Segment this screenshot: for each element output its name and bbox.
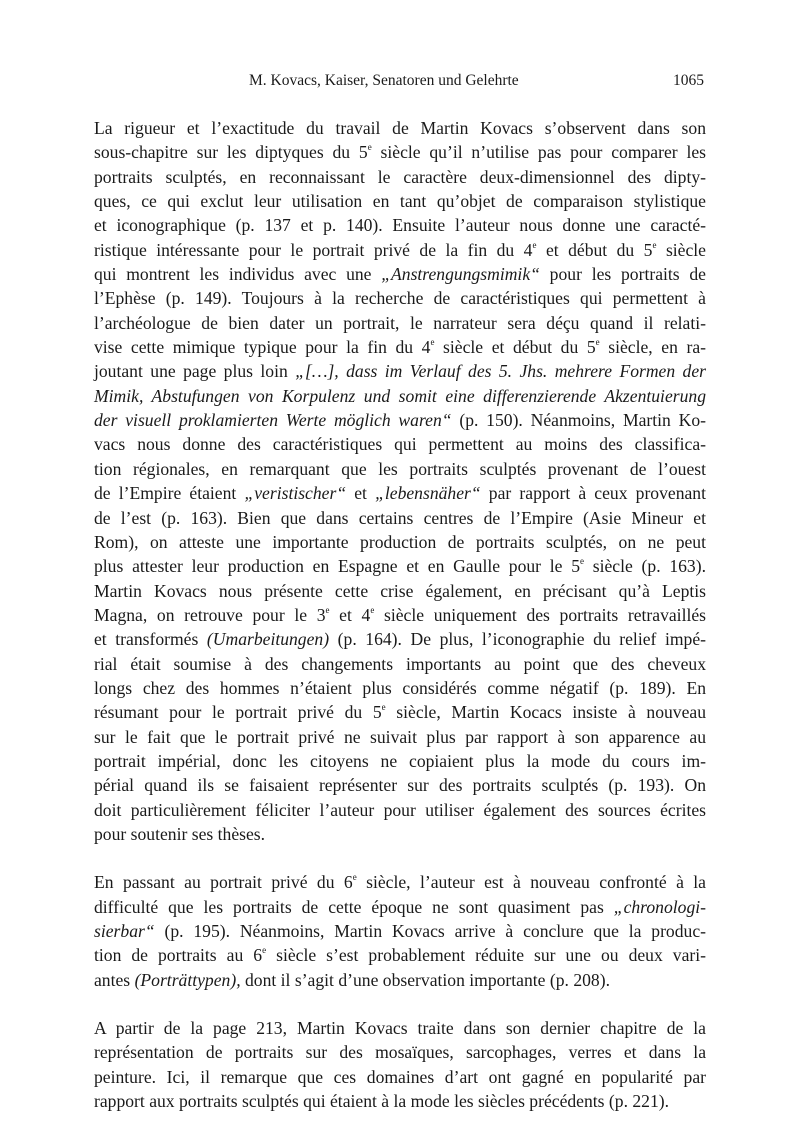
superscript: e (352, 872, 357, 883)
text-line (94, 408, 706, 432)
superscript: e (580, 556, 585, 567)
text-segment: de l’Empire étaient (94, 483, 245, 504)
text-line (94, 798, 706, 822)
text-line (94, 725, 706, 749)
text-line (94, 895, 706, 919)
text-segment: siècle (656, 239, 706, 260)
paragraph-3 (94, 1016, 706, 1113)
text-segment: (p. 150). Néanmoins, Martin Ko- (451, 410, 706, 431)
text-segment: et début du 5 (536, 239, 653, 260)
text-segment: portraits sculptés, en reconnaissant le caractère deux-dimensionnel des dipty- (94, 166, 706, 187)
text-line (94, 359, 706, 383)
text-segment: Rom), on atteste une importante production de portraits sculptés, on ne peut (94, 531, 706, 552)
text-segment: l’Ephèse (p. 149). Toujours à la recherche de caractéristiques qui permettent à (94, 288, 706, 309)
superscript: e (532, 239, 537, 250)
text-line (94, 286, 706, 310)
text-line (94, 700, 706, 724)
text-segment: (p. 164). De plus, l’iconographie du relief impé- (329, 629, 706, 650)
italic-text: „[…], dass im Verlauf des 5. Jhs. mehrere Formen der (295, 361, 706, 382)
text-segment: portrait impérial, donc les citoyens ne copiaient plus la mode du cours im- (94, 750, 706, 771)
italic-text: sierbar“ (94, 921, 155, 941)
text-line (94, 335, 706, 359)
text-segment: résumant pour le portrait privé du 5 (94, 702, 382, 723)
paragraph-2 (94, 870, 706, 992)
text-line (94, 481, 706, 505)
text-segment: de l’est (p. 163). Bien que dans certains centres de l’Empire (Asie Mineur et (94, 507, 706, 528)
superscript: e (262, 945, 267, 956)
text-line (94, 140, 706, 164)
text-segment: et 4 (329, 604, 371, 625)
text-line (94, 1089, 706, 1113)
italic-text: Mimik, Abstufungen von Korpulenz und somit eine differenzierende Akzentuierung (94, 385, 706, 406)
text-line (94, 506, 706, 530)
text-segment: siècle uniquement des portraits retravaillés (374, 604, 706, 625)
superscript: e (370, 604, 375, 615)
text-segment: doit particulièrement féliciter l’auteur pour utiliser également des sources écrites (94, 799, 706, 820)
superscript: e (652, 239, 657, 250)
text-segment: et transformés (94, 629, 207, 650)
text-segment: dont il s’agit d’une observation importante (p. 208). (240, 969, 610, 990)
text-segment: En passant au portrait privé du 6 (94, 872, 353, 893)
text-segment: représentation de portraits sur des mosaïques, sarcophages, verres et dans la (94, 1042, 706, 1063)
text-segment: qui montrent les individus avec une (94, 264, 382, 285)
text-segment: joutant une page plus loin (94, 361, 296, 382)
text-segment: périal quand ils se faisaient représenter sur des portraits sculptés (p. 193). On (94, 775, 706, 796)
text-segment: rial était soumise à des changements importants au point que des cheveux (94, 653, 706, 674)
paragraph-1 (94, 116, 706, 846)
text-line (94, 822, 706, 846)
text-line (94, 1016, 706, 1040)
text-segment: tion régionales, en remarquant que les portraits sculptés provenant de l’ouest (94, 458, 706, 479)
text-segment: siècle et début du 5 (434, 337, 596, 358)
text-segment: et iconographique (p. 137 et p. 140). Ensuite l’auteur nous donne une caracté- (94, 215, 706, 236)
text-segment: peinture. Ici, il remarque que ces domaines d’art ont gagné en popularité par (94, 1066, 706, 1087)
text-line (94, 676, 706, 700)
text-line (94, 530, 706, 554)
superscript: e (367, 142, 372, 153)
italic-text: der visuell proklamierten Werte möglich waren“ (94, 410, 452, 431)
text-segment: siècle, en ra- (599, 337, 707, 358)
text-line (94, 603, 706, 627)
text-line (94, 311, 706, 335)
text-line (94, 384, 706, 408)
text-line (94, 238, 706, 262)
text-segment: Magna, on retrouve pour le 3 (94, 604, 326, 625)
text-segment: sur le fait que le portrait privé ne suivait plus par rapport à son apparence au (94, 726, 706, 747)
body-text (94, 116, 706, 1113)
text-line (94, 116, 706, 140)
text-segment: ristique intéressante pour le portrait privé de la fin du 4 (94, 239, 533, 260)
text-segment: plus attester leur production en Espagne et en Gaulle pour le 5 (94, 556, 581, 577)
text-segment: antes (94, 969, 135, 990)
text-segment: par rapport à ceux provenant (480, 483, 706, 504)
text-line (94, 554, 706, 578)
text-segment: ques, ce qui exclut leur utilisation en tant qu’objet de comparaison stylistique (94, 191, 706, 212)
text-line (94, 870, 706, 894)
text-line (94, 579, 706, 603)
superscript: e (430, 337, 435, 348)
italic-text: „Anstrengungsmimik“ (381, 264, 540, 285)
text-segment: tion de portraits au 6 (94, 945, 263, 966)
running-title: M. Kovacs, Kaiser, Senatoren und Gelehrte (249, 72, 519, 89)
text-segment: et (346, 483, 376, 504)
text-segment: sous-chapitre sur les diptyques du 5 (94, 142, 368, 163)
superscript: e (595, 337, 600, 348)
text-line (94, 457, 706, 481)
text-line (94, 919, 706, 943)
page-header (94, 72, 704, 96)
italic-text: „chronologi- (613, 896, 706, 917)
text-segment: La rigueur et l’exactitude du travail de Martin Kovacs s’observent dans son (94, 118, 706, 138)
text-line (94, 165, 706, 189)
text-segment: siècle, l’auteur est à nouveau confronté à la (356, 872, 706, 893)
text-line (94, 432, 706, 456)
text-segment: difficulté que les portraits de cette époque ne sont quasiment pas (94, 896, 614, 917)
italic-text: (Umarbeitungen) (206, 629, 330, 650)
text-segment: siècle s’est probablement réduite sur une ou deux vari- (266, 945, 707, 966)
text-segment: pour les portraits de (539, 264, 706, 285)
text-line (94, 749, 706, 773)
italic-text: „veristischer“ (244, 483, 347, 504)
text-segment: vise cette mimique typique pour la fin du 4 (94, 337, 431, 358)
text-line (94, 627, 706, 651)
italic-text: „lebensnäher“ (375, 483, 481, 504)
italic-text: (Porträttypen), (134, 969, 241, 990)
text-line (94, 1065, 706, 1089)
text-line (94, 773, 706, 797)
text-segment: pour soutenir ses thèses. (94, 823, 266, 844)
text-line (94, 189, 706, 213)
page-number: 1065 (673, 72, 704, 89)
text-segment: siècle qu’il n’utilise pas pour comparer les (371, 142, 706, 163)
superscript: e (381, 702, 386, 713)
text-segment: siècle (p. 163). (584, 556, 706, 577)
text-segment: (p. 195). Néanmoins, Martin Kovacs arrive à conclure que la produc- (154, 921, 706, 941)
text-segment: l’archéologue de bien dater un portrait, le narrateur sera déçu quand il relati- (94, 312, 706, 333)
superscript: e (325, 604, 330, 615)
text-segment: rapport aux portraits sculptés qui étaient à la mode les siècles précédents (p. 221). (94, 1091, 670, 1112)
text-segment: longs chez des hommes n’étaient plus considérés comme négatif (p. 189). En (94, 677, 706, 698)
text-segment: Martin Kovacs nous présente cette crise également, en précisant qu’à Leptis (94, 580, 706, 601)
text-segment: A partir de la page 213, Martin Kovacs traite dans son dernier chapitre de la (94, 1018, 706, 1039)
text-line (94, 262, 706, 286)
text-segment: vacs nous donne des caractéristiques qui permettent au moins des classifica- (94, 434, 706, 455)
text-line (94, 652, 706, 676)
text-line (94, 1040, 706, 1064)
text-line (94, 943, 706, 967)
text-segment: siècle, Martin Kocacs insiste à nouveau (385, 702, 706, 723)
text-line (94, 213, 706, 237)
text-line (94, 968, 706, 992)
